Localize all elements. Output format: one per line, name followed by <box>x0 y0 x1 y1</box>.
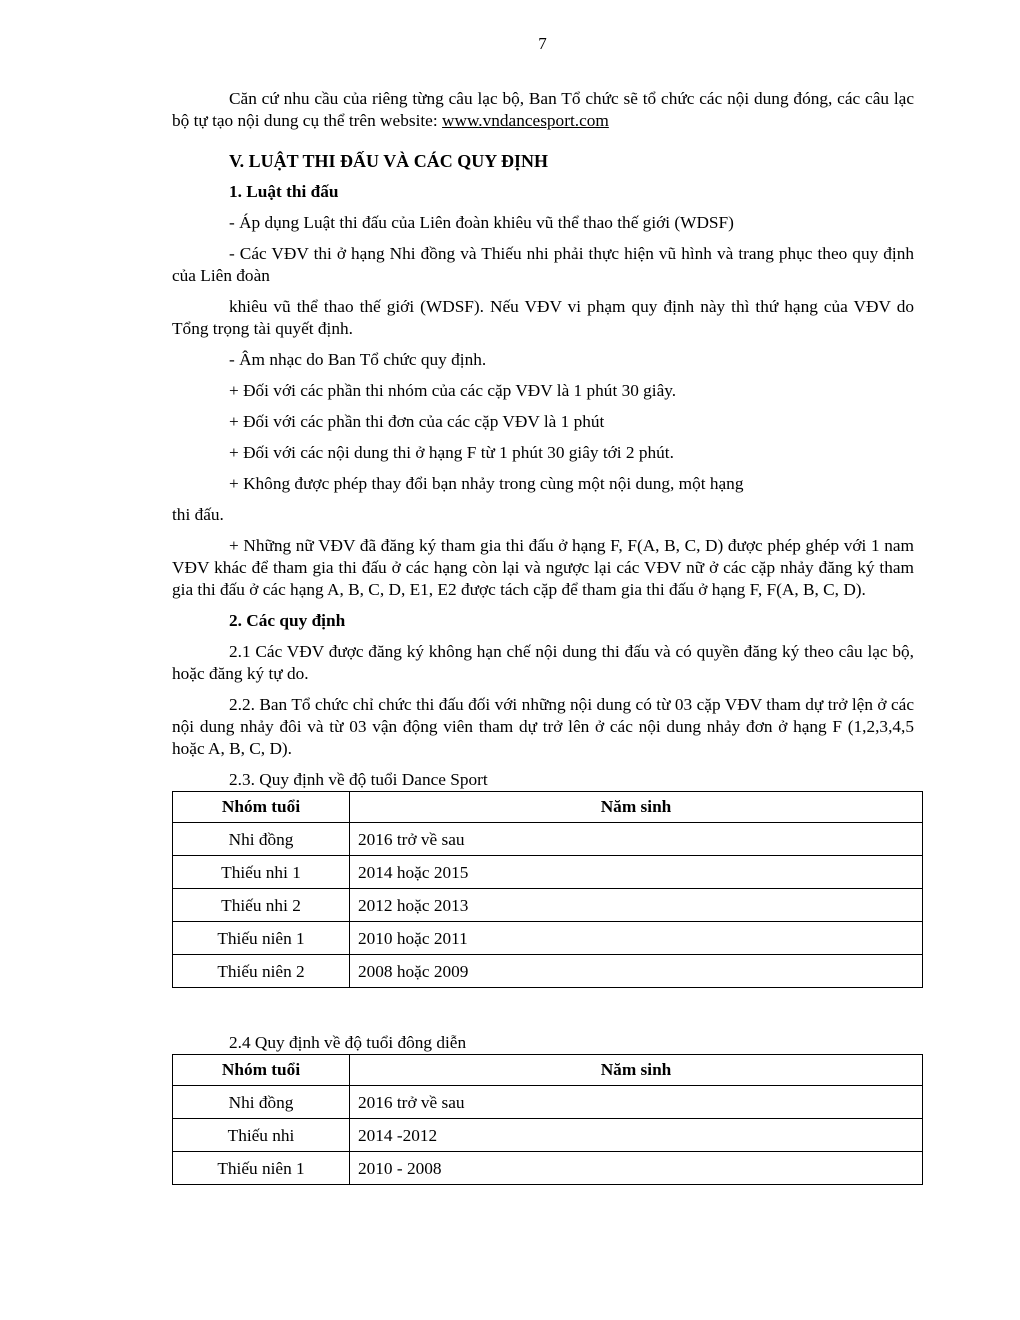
rule-paragraph: - Âm nhạc do Ban Tổ chức quy định. <box>229 350 487 369</box>
table-cell: Thiếu niên 2 <box>173 955 350 988</box>
regulation-paragraph: 2.2. Ban Tổ chức chỉ chức thi đấu đối với những nội dung có từ 03 cặp VĐV tham dự trở lện ở các nội dung nhảy đôi và từ 03 vận động viên tham dự trở lên ở các nội dung nhảy đơn ở hạng F (1,2,3,4,5 hoặc A, B, C, D). <box>172 695 914 758</box>
table-header: Năm sinh <box>350 792 923 823</box>
rule-paragraph: + Những nữ VĐV đã đăng ký tham gia thi đấu ở hạng F, F(A, B, C, D) được phép ghép với 1 nam VĐV khác để tham gia thi đấu ở các hạng còn lại và ngược lại các VĐV nữ ở các cặp nhảy đăng ký tham gia thi đấu ở các hạng A, B, C, D, E1, E2 được tách cặp để tham gia thi đấu ở hạng F, F(A, B, C, D). <box>172 536 914 599</box>
rule-paragraph: - Áp dụng Luật thi đấu của Liên đoàn khiêu vũ thể thao thế giới (WDSF) <box>229 213 734 232</box>
table-cell: 2010 hoặc 2011 <box>350 922 923 955</box>
table-header: Nhóm tuổi <box>173 1055 350 1086</box>
table-header-row <box>173 1055 923 1086</box>
intro-paragraph <box>172 88 914 132</box>
rule-paragraph: + Đối với các phần thi đơn của các cặp VĐV là 1 phút <box>229 412 605 431</box>
table-caption-dancesport: 2.3. Quy định về độ tuổi Dance Sport <box>229 770 488 789</box>
regulation-paragraph: 2.1 Các VĐV được đăng ký không hạn chế nội dung thi đấu và có quyền đăng ký theo câu lạc bộ, hoặc đăng ký tự do. <box>172 642 914 683</box>
table-cell: Thiếu nhi <box>173 1119 350 1152</box>
table-header: Năm sinh <box>350 1055 923 1086</box>
table-cell: 2014 hoặc 2015 <box>350 856 923 889</box>
website-link[interactable]: www.vndancesport.com <box>441 111 609 130</box>
age-table-performance <box>172 1054 923 1185</box>
table-cell: 2016 trở về sau <box>350 1086 923 1119</box>
rule-paragraph: + Không được phép thay đổi bạn nhảy trong cùng một nội dung, một hạng <box>229 474 744 493</box>
table-row <box>173 889 923 922</box>
table-cell: Nhi đồng <box>173 1086 350 1119</box>
table-row <box>173 823 923 856</box>
intro-text: Căn cứ nhu cầu của riêng từng câu lạc bộ, Ban Tổ chức sẽ tổ chức các nội dung đóng, các câu lạc bộ tự tạo nội dung cụ thể trên website: <box>172 89 914 130</box>
table-cell: Thiếu nhi 2 <box>173 889 350 922</box>
table-cell: 2016 trở về sau <box>350 823 923 856</box>
table-row <box>173 922 923 955</box>
table-cell: 2008 hoặc 2009 <box>350 955 923 988</box>
table-cell: Nhi đồng <box>173 823 350 856</box>
subsection-heading-regulations: 2. Các quy định <box>229 611 346 630</box>
table-cell: 2010 - 2008 <box>350 1152 923 1185</box>
table-row <box>173 1152 923 1185</box>
table-cell: Thiếu niên 1 <box>173 922 350 955</box>
table-cell: Thiếu niên 1 <box>173 1152 350 1185</box>
page-number: 7 <box>538 34 547 53</box>
subsection-heading-rules: 1. Luật thi đấu <box>229 182 339 201</box>
section-heading: V. LUẬT THI ĐẤU VÀ CÁC QUY ĐỊNH <box>229 151 549 171</box>
rule-paragraph: + Đối với các phần thi nhóm của các cặp VĐV là 1 phút 30 giây. <box>229 381 677 400</box>
table-row <box>173 856 923 889</box>
rule-paragraph: + Đối với các nội dung thi ở hạng F từ 1 phút 30 giây tới 2 phút. <box>229 443 674 462</box>
rule-paragraph: - Các VĐV thi ở hạng Nhi đồng và Thiếu nhi phải thực hiện vũ hình và trang phục theo quy định của Liên đoàn <box>172 244 914 285</box>
table-cell: Thiếu nhi 1 <box>173 856 350 889</box>
table-row <box>173 1086 923 1119</box>
table-cell: 2014 -2012 <box>350 1119 923 1152</box>
document-body <box>172 88 914 1185</box>
age-table-dancesport <box>172 791 923 988</box>
table-header-row <box>173 792 923 823</box>
table-row <box>173 1119 923 1152</box>
rule-paragraph: khiêu vũ thể thao thế giới (WDSF). Nếu VĐV vi phạm quy định này thì thứ hạng của VĐV do Tổng trọng tài quyết định. <box>172 297 914 338</box>
rule-paragraph: thi đấu. <box>172 505 224 524</box>
table-caption-performance: 2.4 Quy định về độ tuổi đông diễn <box>229 1033 467 1052</box>
table-row <box>173 955 923 988</box>
table-cell: 2012 hoặc 2013 <box>350 889 923 922</box>
table-header: Nhóm tuổi <box>173 792 350 823</box>
